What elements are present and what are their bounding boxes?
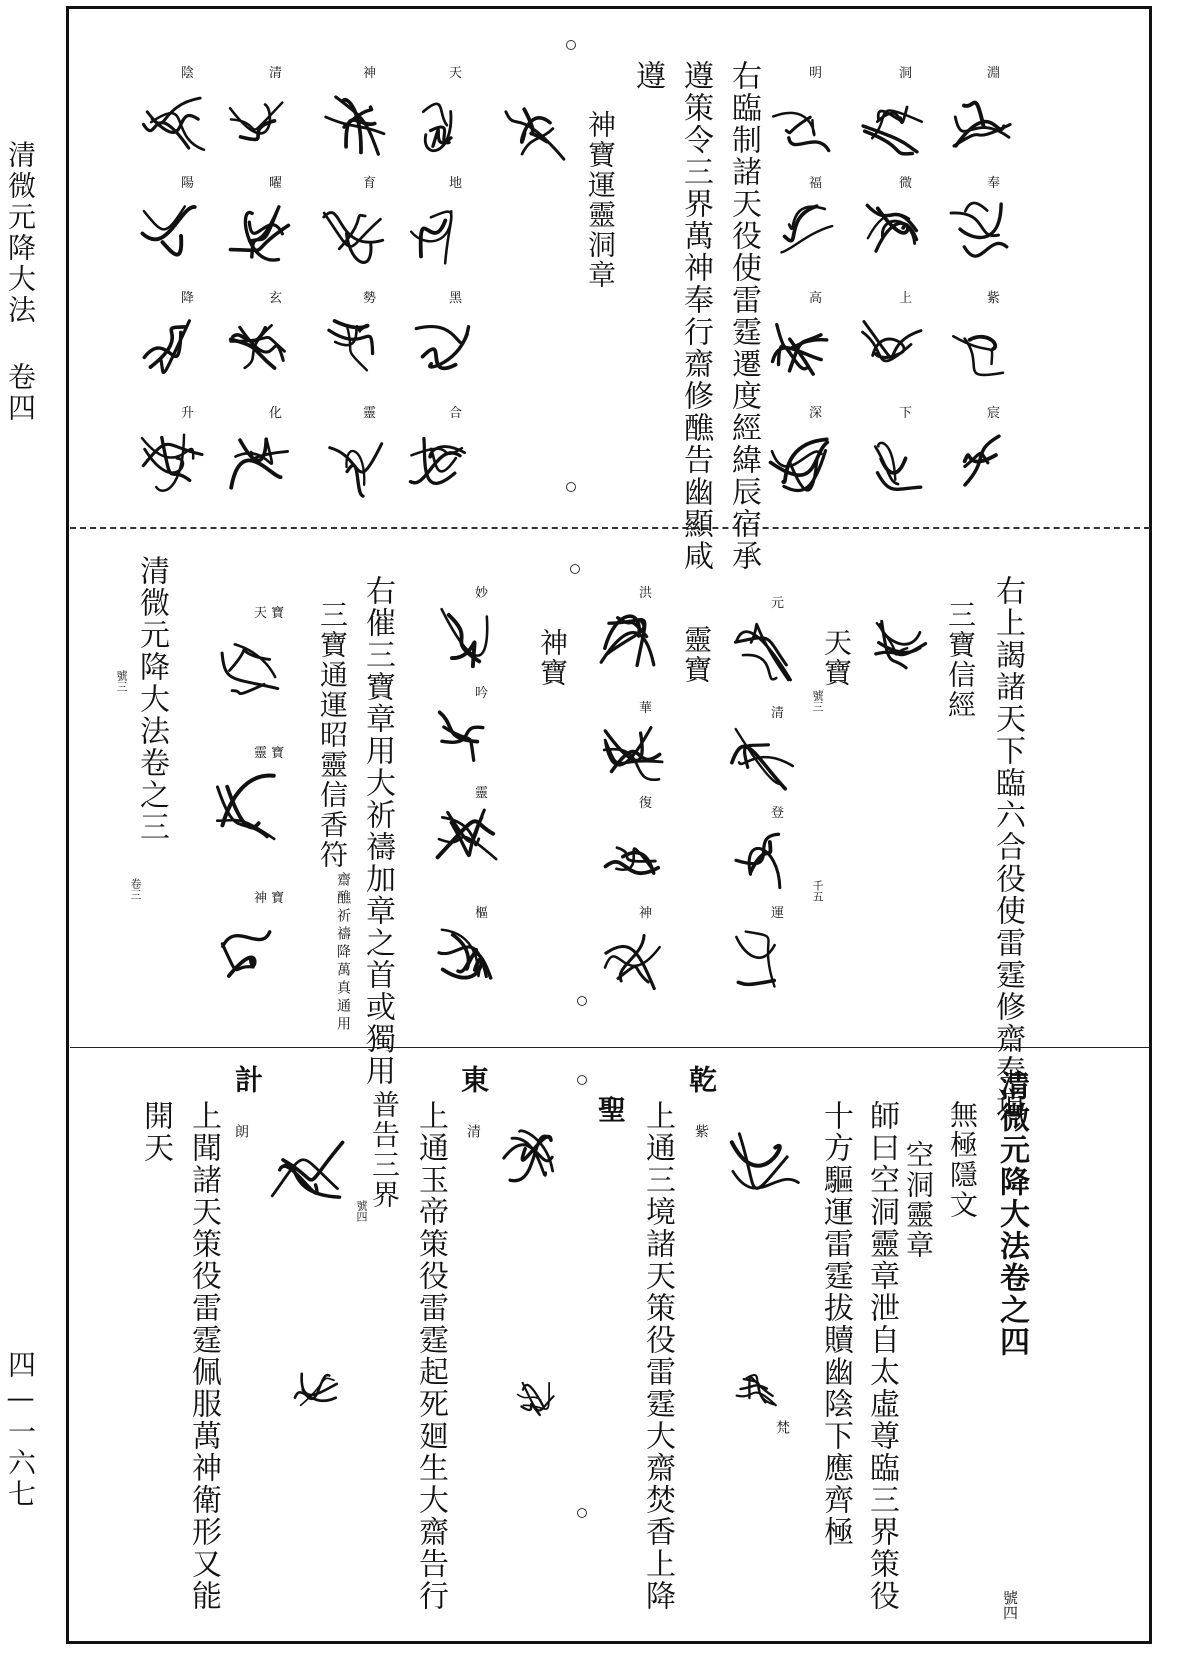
mid-seal-glyph: [592, 810, 670, 890]
mid-text-col1: 右上謁諸天下臨六合役使雷霆修齋奉道: [990, 575, 1025, 1119]
seal-glyph-icon: [134, 420, 212, 510]
top-seal-glyph: [940, 80, 1018, 170]
seal-glyph-icon: [724, 720, 802, 800]
mid-closing-end: 卷三: [129, 878, 142, 900]
seal-label: 降: [181, 291, 195, 306]
top-seal-glyph: [402, 420, 480, 510]
seal-label: 神 寶: [254, 891, 285, 906]
seal-label: 曜: [269, 176, 283, 191]
seal-glyph-icon: [316, 190, 394, 280]
seal-label: 天: [449, 66, 463, 81]
top-seal-glyph: [762, 420, 840, 510]
seal-label: 靈 寶: [254, 746, 285, 761]
bottom-chapter: 空洞靈章: [902, 1140, 935, 1260]
mid-note-a: 千五: [811, 880, 824, 902]
seal-label: 靈: [363, 406, 377, 421]
seal-label: 玄: [269, 291, 283, 306]
top-seal-glyph: [134, 420, 212, 510]
binding-hole: [570, 564, 580, 574]
seal-label: 紫: [987, 291, 1001, 306]
mid-seal-glyph: [424, 700, 510, 780]
top-seal-glyph: [940, 305, 1018, 395]
seal-label: 上: [899, 291, 913, 306]
bottom-title-note: 號四: [1001, 1590, 1019, 1620]
mid-seal-glyph: [424, 600, 510, 680]
bottom-text-pugao: 普告三界: [368, 1090, 401, 1210]
seal-label: 妙: [475, 586, 489, 601]
seal-glyph-icon: [402, 305, 480, 395]
seal-label: 洞: [899, 66, 913, 81]
seal-glyph-icon: [940, 190, 1018, 280]
mid-closing-title: 清微元降大法卷之三: [134, 555, 169, 843]
seal-label: 化: [269, 406, 283, 421]
seal-label: 宸: [987, 406, 1001, 421]
seal-glyph-icon: [592, 810, 670, 890]
top-seal-glyph: [852, 420, 930, 510]
seal-glyph-icon: [940, 80, 1018, 170]
seal-glyph-icon: [762, 80, 840, 170]
seal-glyph-icon: [206, 760, 286, 855]
top-seal-glyph: [852, 305, 930, 395]
bottom-label-dong: 東: [457, 1065, 490, 1095]
seal-label: 福: [809, 176, 823, 191]
seal-label: 清: [771, 706, 785, 721]
mid-heading-sanbao: 三寶信經: [944, 600, 977, 720]
top-seal-glyph: [222, 305, 300, 395]
seal-glyph-icon: [940, 305, 1018, 395]
seal-glyph-icon: [280, 1365, 350, 1420]
seal-glyph-icon: [762, 190, 840, 280]
seal-glyph-icon: [316, 80, 394, 170]
seal-glyph-icon: [852, 190, 930, 280]
seal-glyph-icon: [866, 605, 936, 675]
seal-glyph-icon: [402, 80, 480, 170]
seal-glyph-icon: [940, 420, 1018, 510]
seal-label: 微: [899, 176, 913, 191]
top-heading: 神寶運靈洞章: [584, 110, 617, 290]
seal-label: 清: [269, 66, 283, 81]
seal-glyph-icon: [720, 1120, 810, 1215]
mid-label-tianbao: 天寶: [820, 628, 853, 688]
top-seal-glyph: [762, 80, 840, 170]
seal-label: 下: [899, 406, 913, 421]
mid-seal-glyph: [424, 920, 510, 1000]
seal-label: 復: [639, 796, 653, 811]
top-seal-glyph: [222, 190, 300, 280]
mid-seal-glyph: [724, 720, 802, 800]
seal-glyph-icon: [500, 1375, 570, 1425]
seal-label: 地: [449, 176, 463, 191]
seal-glyph-icon: [592, 715, 670, 795]
top-seal-glyph: [402, 80, 480, 170]
seal-glyph-icon: [762, 420, 840, 510]
seal-glyph-icon: [852, 80, 930, 170]
seal-label: 天 寶: [254, 606, 285, 621]
top-seal-glyph: [316, 420, 394, 510]
mid-seal-glyph: [206, 620, 286, 715]
top-seal-glyph: [940, 190, 1018, 280]
seal-glyph-icon: [496, 90, 574, 180]
top-seal-glyph: [852, 190, 930, 280]
top-seal-glyph: [316, 80, 394, 170]
top-seal-glyph: [222, 420, 300, 510]
bottom-subtitle: 無極隱文: [946, 1100, 979, 1220]
bottom-title: 清微元降大法卷之四: [994, 1070, 1029, 1358]
seal-label: 運: [771, 906, 785, 921]
seal-label: 神: [639, 906, 653, 921]
seal-label: 陰: [181, 66, 195, 81]
seal-label: 靈: [475, 786, 489, 801]
mid-label-lingbao: 靈寶: [680, 625, 713, 685]
seal-glyph-icon: [726, 1360, 786, 1415]
bottom-text-shangwen: 上聞諸天策役雷霆佩服萬神衛形又能: [186, 1100, 221, 1612]
seal-glyph-icon: [724, 610, 802, 690]
top-seal-glyph: [762, 305, 840, 395]
mid-seal-glyph: [724, 920, 802, 1000]
divider-bottom: [70, 1047, 1150, 1048]
mid-seal-glyph: [206, 760, 286, 855]
seal-glyph-icon: [134, 190, 212, 280]
margin-title: 清微元降大法 卷四: [4, 140, 37, 424]
seal-glyph-icon: [316, 305, 394, 395]
top-seal-glyph: [402, 190, 480, 280]
top-text-col1: 右臨制諸天役使雷霆遷度經緯辰宿承: [726, 60, 761, 572]
top-seal-glyph: [134, 190, 212, 280]
seal-glyph-icon: [402, 420, 480, 510]
top-seal-glyph: [852, 80, 930, 170]
seal-glyph-icon: [424, 700, 510, 780]
seal-glyph-icon: [592, 600, 670, 680]
bottom-dong-qing: 清: [465, 1124, 481, 1138]
top-seal-glyph: [316, 190, 394, 280]
top-seal-glyph: [402, 305, 480, 395]
seal-glyph-icon: [402, 190, 480, 280]
mid-text-sanbao: 三寶通運昭靈信香符: [316, 600, 349, 870]
seal-glyph-icon: [852, 420, 930, 510]
mid-seal-glyph: [724, 610, 802, 690]
bottom-seal-glyph: [720, 1120, 810, 1215]
seal-label: 黑: [449, 291, 463, 306]
top-seal-glyph: [940, 420, 1018, 510]
mid-seal-glyph: [724, 820, 802, 900]
seal-glyph-icon: [494, 1110, 574, 1210]
seal-glyph-icon: [424, 800, 510, 880]
seal-label: 登: [771, 806, 785, 821]
seal-glyph-icon: [262, 1120, 352, 1230]
seal-label: 奉: [987, 176, 1001, 191]
bottom-text-shangtong: 上通三境諸天策役雷霆大齋焚香上降: [640, 1100, 675, 1612]
mid-seal-glyph: [592, 600, 670, 680]
mid-seal-glyph: [206, 905, 286, 1000]
seal-label: 明: [809, 66, 823, 81]
mid-seal-glyph: [592, 920, 670, 1000]
mid-closing-note: 號三: [115, 670, 128, 692]
binding-hole: [566, 482, 576, 492]
seal-glyph-icon: [222, 190, 300, 280]
top-seal-glyph: [134, 80, 212, 170]
bottom-qian-fan: 梵: [774, 1420, 790, 1434]
seal-glyph-icon: [206, 905, 286, 1000]
seal-glyph-icon: [724, 920, 802, 1000]
bottom-label-sheng: 聖: [594, 1095, 627, 1125]
mid-label-shenbao: 神寶: [536, 628, 569, 688]
seal-label: 吟: [475, 686, 489, 701]
binding-hole: [577, 1508, 587, 1518]
top-seal-glyph: [496, 90, 574, 180]
seal-glyph-icon: [724, 820, 802, 900]
bottom-seal-glyph: [494, 1110, 574, 1210]
bottom-label-qian: 乾: [685, 1065, 718, 1095]
top-seal-glyph: [316, 305, 394, 395]
seal-glyph-icon: [222, 305, 300, 395]
mid-seal-glyph: [592, 715, 670, 795]
binding-hole: [577, 996, 587, 1006]
seal-label: 高: [809, 291, 823, 306]
mid-seal-glyph: [866, 605, 936, 675]
top-seal-glyph: [134, 305, 212, 395]
bottom-qian-zi: 紫: [693, 1124, 709, 1138]
seal-label: 育: [363, 176, 377, 191]
seal-label: 洪: [639, 586, 653, 601]
mid-note-tianbao: 號三: [811, 690, 824, 712]
seal-glyph-icon: [206, 620, 286, 715]
bottom-seal-glyph: [262, 1120, 352, 1230]
seal-glyph-icon: [762, 305, 840, 395]
seal-label: 合: [449, 406, 463, 421]
seal-glyph-icon: [592, 920, 670, 1000]
top-seal-glyph: [222, 80, 300, 170]
seal-label: 淵: [987, 66, 1001, 81]
seal-glyph-icon: [134, 80, 212, 170]
seal-label: 陽: [181, 176, 195, 191]
margin-page-number: 四—一六七: [4, 1350, 37, 1510]
seal-label: 勢: [363, 291, 377, 306]
bottom-text-kaitian: 開天: [138, 1100, 173, 1164]
divider-top: [70, 527, 1150, 529]
seal-glyph-icon: [222, 80, 300, 170]
mid-text-sanbao-note: 齋醮祈禱降萬真通用: [335, 872, 351, 1034]
bottom-seal-glyph: [726, 1360, 786, 1415]
bottom-seal-glyph: [500, 1375, 570, 1425]
seal-glyph-icon: [134, 305, 212, 395]
mid-text-yousan: 右催三寶章用大祈禱加章之首或獨用: [360, 575, 395, 1087]
seal-label: 華: [639, 701, 653, 716]
seal-label: 樞: [475, 906, 489, 921]
top-seal-glyph: [762, 190, 840, 280]
bottom-ji-note: 號四: [355, 1200, 368, 1222]
seal-glyph-icon: [424, 920, 510, 1000]
bottom-text-shifang: 十方驅運雷霆拔贖幽陰下應齊極: [818, 1100, 853, 1548]
seal-glyph-icon: [316, 420, 394, 510]
top-text-col3: 遵: [630, 60, 665, 92]
bottom-text-yudi: 上通玉帝策役雷霆起死廻生大齋告行: [413, 1100, 448, 1612]
mid-seal-glyph: [424, 800, 510, 880]
binding-hole: [566, 40, 576, 50]
bottom-seal-glyph: [280, 1365, 350, 1420]
seal-glyph-icon: [852, 305, 930, 395]
bottom-text-shi: 師曰空洞靈章泄自太虛尊臨三界策役: [864, 1100, 899, 1612]
bottom-ji-lang: 朗: [233, 1124, 249, 1138]
seal-label: 深: [809, 406, 823, 421]
binding-hole: [577, 1075, 587, 1085]
seal-label: 神: [363, 66, 377, 81]
top-text-col2: 遵策令三界萬神奉行齋修醮告幽顯咸: [678, 60, 713, 572]
seal-label: 升: [181, 406, 195, 421]
seal-glyph-icon: [424, 600, 510, 680]
bottom-label-ji: 計: [231, 1065, 264, 1095]
seal-label: 元: [771, 596, 785, 611]
seal-glyph-icon: [222, 420, 300, 510]
